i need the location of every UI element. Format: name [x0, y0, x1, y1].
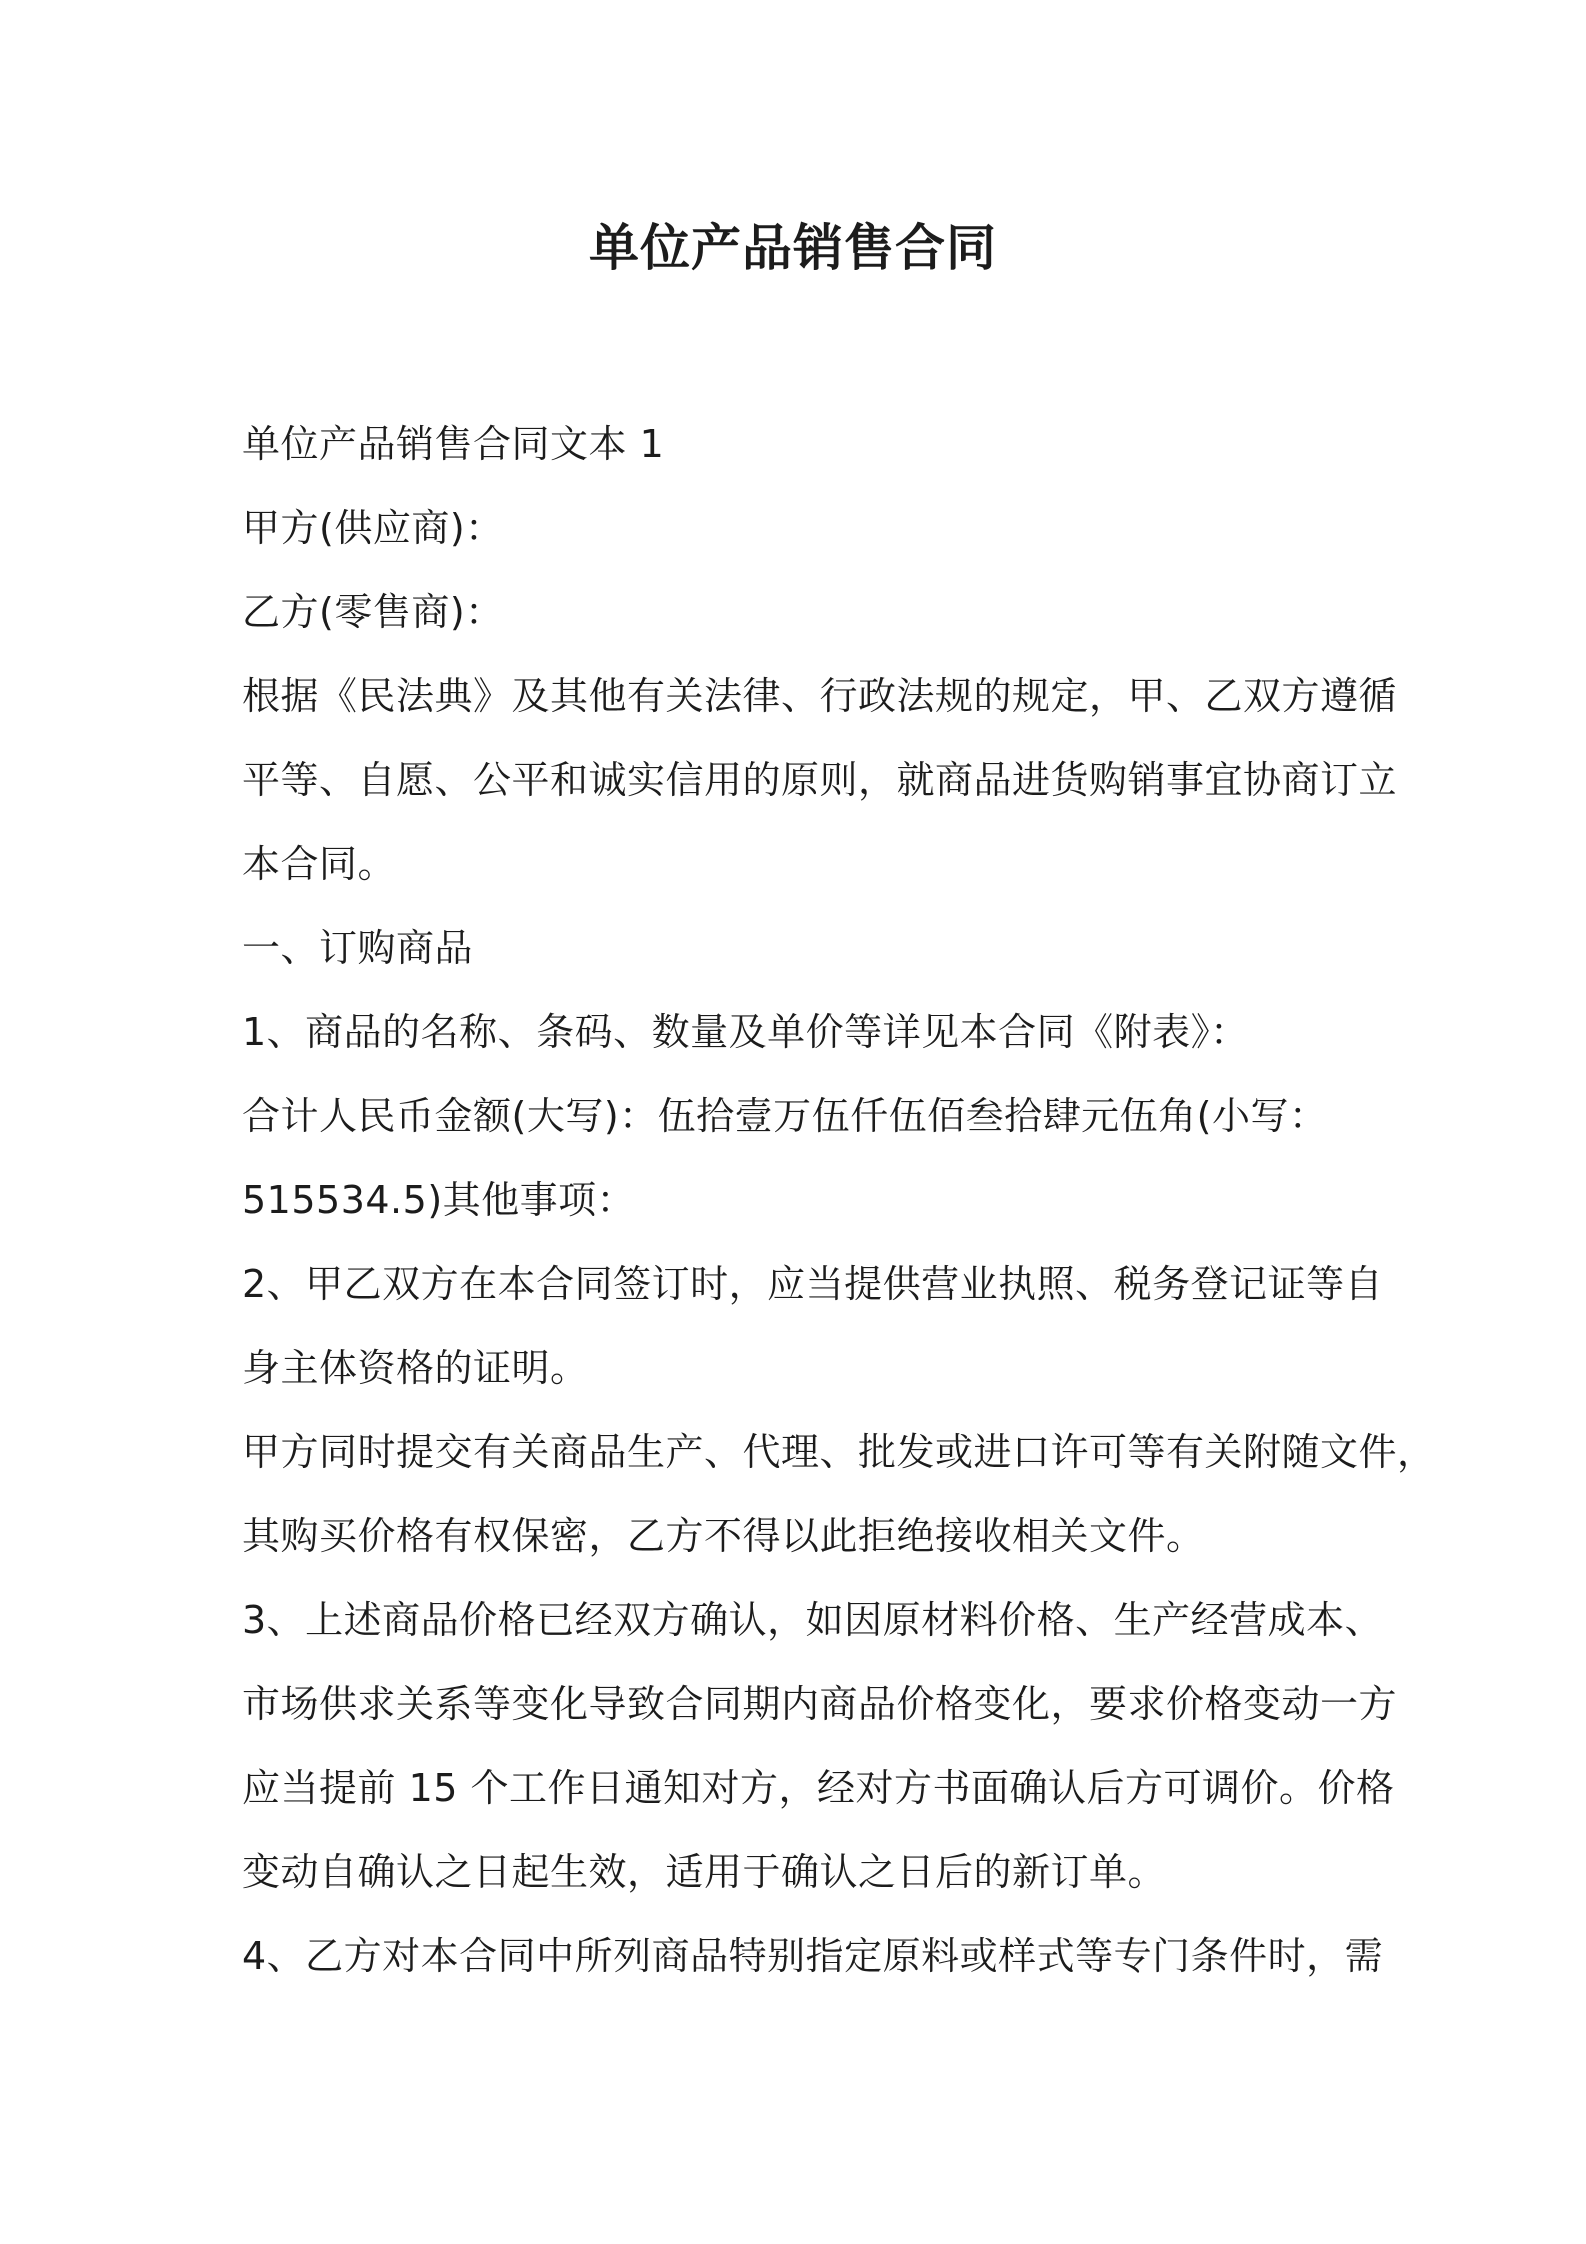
text-line-party-b: 乙方(零售商)：: [242, 590, 504, 634]
document-body: [242, 402, 1436, 1998]
text-line: 甲方同时提交有关商品生产、代理、批发或进口许可等有关附随文件，: [242, 1430, 1436, 1474]
text-line: 其购买价格有权保密，乙方不得以此拒绝接收相关文件。: [242, 1514, 1205, 1558]
section-heading: 一、订购商品: [242, 926, 474, 970]
text-line: 1、商品的名称、条码、数量及单价等详见本合同《附表》：: [242, 1010, 1249, 1054]
text-line-party-a: 甲方(供应商)：: [242, 506, 504, 550]
text-line: 合计人民币金额(大写)：伍拾壹万伍仟伍佰叁拾肆元伍角(小写：: [242, 1094, 1328, 1138]
document-title: 单位产品销售合同: [589, 219, 997, 277]
text-line: 3、上述商品价格已经双方确认，如因原材料价格、生产经营成本、: [242, 1598, 1384, 1642]
text-line: 应当提前 15 个工作日通知对方，经对方书面确认后方可调价。价格: [242, 1766, 1395, 1810]
text-line: 2、甲乙双方在本合同签订时，应当提供营业执照、税务登记证等自: [242, 1262, 1384, 1306]
text-line: 身主体资格的证明。: [242, 1346, 589, 1390]
text-line: 根据《民法典》及其他有关法律、行政法规的规定，甲、乙双方遵循: [242, 674, 1398, 718]
text-line: 本合同。: [242, 842, 397, 886]
text-line: 市场供求关系等变化导致合同期内商品价格变化，要求价格变动一方: [242, 1682, 1398, 1726]
text-line: 515534.5)其他事项：: [242, 1178, 636, 1222]
text-line: 变动自确认之日起生效，适用于确认之日后的新订单。: [242, 1850, 1167, 1894]
text-line: 平等、自愿、公平和诚实信用的原则，就商品进货购销事宜协商订立: [242, 758, 1398, 802]
text-line-subtitle: 单位产品销售合同文本 1: [242, 422, 665, 466]
text-line: 4、乙方对本合同中所列商品特别指定原料或样式等专门条件时，需: [242, 1934, 1384, 1978]
